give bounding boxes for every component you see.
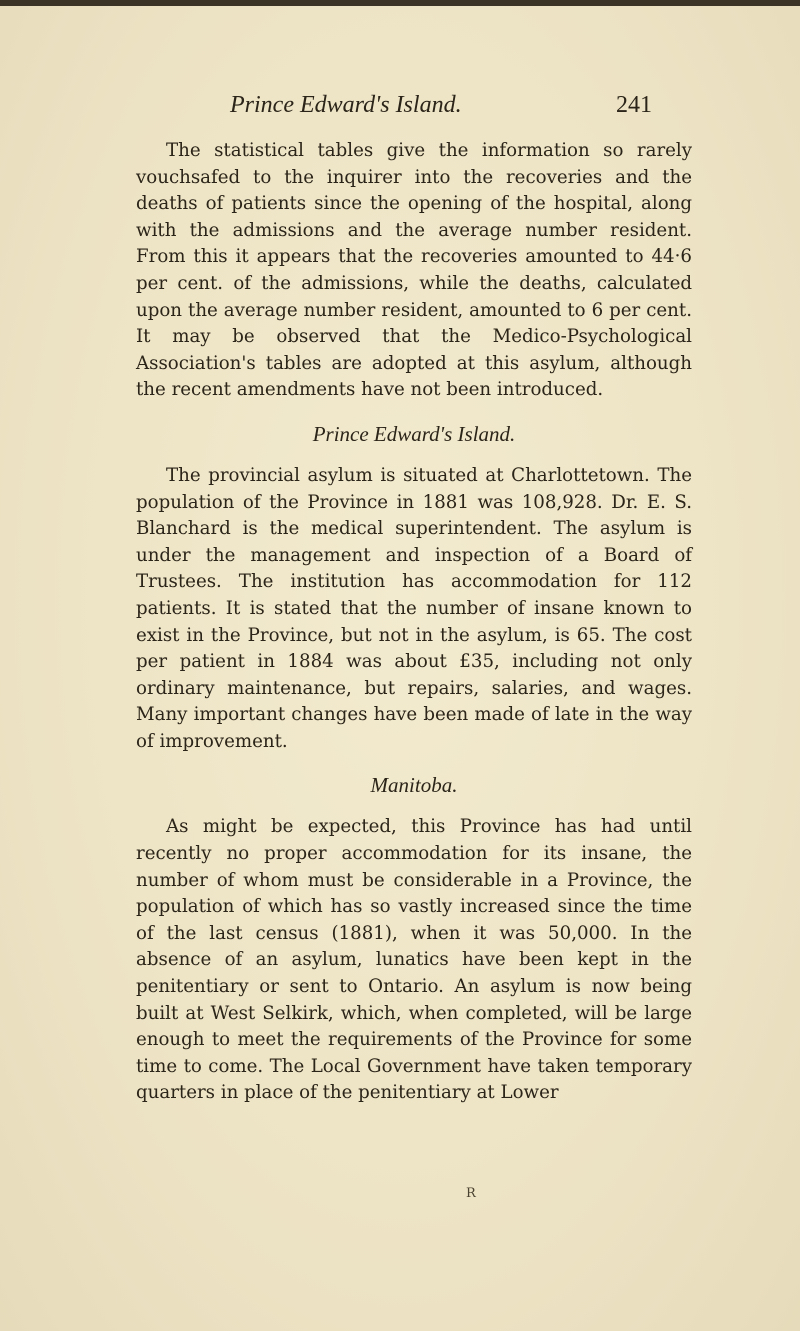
page-number: 241 (616, 92, 652, 118)
paragraph-manitoba: As might be expected, this Province has had until recently no proper accommodation for its insane, the number of whom must be considerable in a Province, the population of which has so vastly increased since the time of the last census (1881), when it was 50,000. In the absence of an asylum, lunatics have been kept in the penitentiary or sent to Ontario. An asylum is now being built at West Selkirk, which, when completed, will be large enough to meet the requirements of the Province for some time to come. The Local Government have taken temporary quarters in place of the penitentiary at Lower (136, 816, 692, 1104)
running-head (230, 92, 690, 122)
paragraph-statistical-tables: The statistical tables give the information so rarely vouchsafed to the inquirer into the recoveries and the deaths of patients since the opening of the hospital, along with the admissions and the average number resident. From this it appears that the recoveries amounted to 44·6 per cent. of the admissions, while the deaths, calculated upon the average number resident, amounted to 6 per cent. It may be observed that the Medico-Psychological Association's tables are adopted at this asylum, although the recent amendments have not been introduced. (136, 140, 692, 401)
paragraph-provincial-asylum: The provincial asylum is situated at Charlottetown. The population of the Province in 1881 was 108,928. Dr. E. S. Blanchard is the medical superintendent. The asylum is under the management and inspection of a Board of Trustees. The institution has accommodation for 112 patients. It is stated that the number of insane known to exist in the Province, but not in the asylum, is 65. The cost per patient in 1884 was about £35, including not only ordinary maintenance, but repairs, salaries, and wages. Many important changes have been made of late in the way of improvement. (136, 464, 692, 752)
body-text (136, 138, 692, 1107)
page-top-edge (0, 0, 800, 6)
section-heading-manitoba: Manitoba. (370, 773, 458, 798)
section-heading-prince-edwards-island: Prince Edward's Island. (312, 421, 516, 446)
running-head-title: Prince Edward's Island. (230, 92, 462, 118)
signature-mark: R (466, 1186, 476, 1201)
